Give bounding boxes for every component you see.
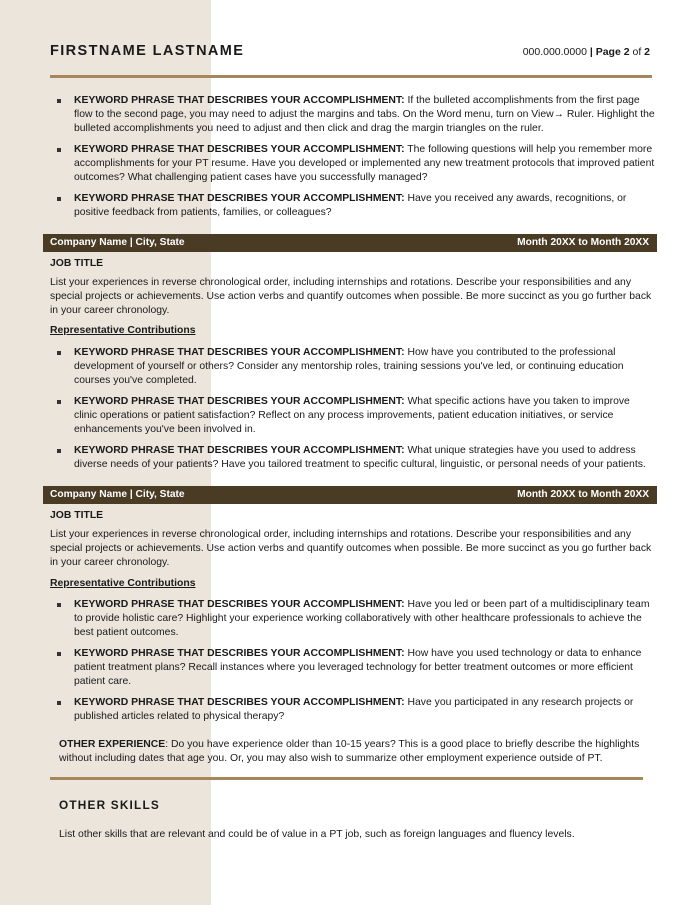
bullet-icon	[57, 449, 61, 453]
list-item	[50, 444, 655, 472]
keyword-phrase: KEYWORD PHRASE THAT DESCRIBES YOUR ACCOMPLISHMENT:	[74, 648, 405, 659]
other-experience	[59, 738, 655, 766]
bullet-icon	[57, 652, 61, 656]
page-current: 2	[623, 46, 630, 58]
contributions-heading: Representative Contributions	[50, 578, 196, 589]
bullet-text: How have you contributed to the professional development of yourself or others? Consider any mentorship roles, training sessions you've led, or continuing education courses you've completed.	[74, 347, 624, 386]
keyword-phrase: KEYWORD PHRASE THAT DESCRIBES YOUR ACCOMPLISHMENT:	[74, 396, 405, 407]
list-item	[50, 346, 655, 388]
bullet-text: What unique strategies have you used to address diverse needs of your patients? Have you tailored treatment to specific cultural, linguistic, or personal needs of your patients.	[74, 445, 646, 470]
company-bar	[43, 486, 657, 504]
job-description: List your experiences in reverse chronological order, including internships and rotations. Describe your responsibilities and any special projects or achievements. Use action verbs and quantify outcomes when possible. Be more succinct as you go further back in your career chronology.	[50, 277, 652, 316]
section-rule	[50, 777, 643, 780]
bullet-icon	[57, 197, 61, 201]
company-location: Company Name | City, State	[50, 237, 185, 248]
employment-dates: Month 20XX to Month 20XX	[517, 489, 649, 500]
list-item	[50, 696, 655, 724]
company-bar	[43, 234, 657, 252]
list-item	[50, 143, 655, 185]
list-item	[50, 647, 655, 689]
job-description: List your experiences in reverse chronological order, including internships and rotations. Describe your responsibilities and any special projects or achievements. Use action verbs and quantify outcomes when possible. Be more succinct as you go further back in your career chronology.	[50, 529, 652, 568]
list-item	[50, 395, 655, 437]
bullet-icon	[57, 99, 61, 103]
other-experience-text: : Do you have experience older than 10-15 years? This is a good place to briefly describe the highlights without including dates that age you. Or, you may also wish to summarize other employment experience outside of PT.	[59, 739, 640, 764]
bullet-text: The following questions will help you remember more accomplishments for your PT resume. Have you developed or implemented any new treatment protocols that improved patient outcomes? What challenging patient cases have you successfully managed?	[74, 144, 655, 183]
job-title: JOB TITLE	[50, 510, 104, 521]
bullet-text: Have you received any awards, recognitions, or positive feedback from patients, families, or colleagues?	[74, 193, 627, 218]
bullet-icon	[57, 603, 61, 607]
bullet-icon	[57, 148, 61, 152]
page-total: 2	[644, 46, 650, 58]
keyword-phrase: KEYWORD PHRASE THAT DESCRIBES YOUR ACCOMPLISHMENT:	[74, 95, 405, 106]
list-item	[50, 598, 655, 640]
continued-accomplishments	[50, 94, 655, 227]
bullet-icon	[57, 400, 61, 404]
bullet-text: What specific actions have you taken to improve clinic operations or patient satisfaction? Reflect on any process improvements, patient education initiatives, or service enhancements you've been involved in.	[74, 396, 630, 435]
list-item	[50, 94, 655, 136]
keyword-phrase: KEYWORD PHRASE THAT DESCRIBES YOUR ACCOMPLISHMENT:	[74, 193, 405, 204]
other-skills-text: List other skills that are relevant and could be of value in a PT job, such as foreign languages and fluency levels.	[59, 829, 575, 840]
header-contact	[523, 46, 650, 58]
candidate-name: FIRSTNAME LASTNAME	[50, 43, 245, 59]
job-accomplishments	[50, 346, 655, 479]
header-rule	[50, 75, 652, 78]
list-item	[50, 192, 655, 220]
company-location: Company Name | City, State	[50, 489, 185, 500]
page-prefix: | Page	[589, 46, 624, 58]
page-of: of	[629, 46, 645, 58]
bullet-icon	[57, 701, 61, 705]
bullet-text: Have you participated in any research projects or published articles related to physical therapy?	[74, 697, 634, 722]
employment-dates: Month 20XX to Month 20XX	[517, 237, 649, 248]
phone-number: 000.000.0000	[522, 46, 587, 58]
other-skills-heading: OTHER SKILLS	[59, 798, 160, 812]
bullet-text: How have you used technology or data to enhance patient treatment plans? Recall instances where you leveraged technology for better treatment outcomes or more efficient patient care.	[74, 648, 642, 687]
keyword-phrase: KEYWORD PHRASE THAT DESCRIBES YOUR ACCOMPLISHMENT:	[74, 697, 405, 708]
keyword-phrase: KEYWORD PHRASE THAT DESCRIBES YOUR ACCOMPLISHMENT:	[74, 445, 405, 456]
job-title: JOB TITLE	[50, 258, 104, 269]
contributions-heading: Representative Contributions	[50, 325, 196, 336]
bullet-icon	[57, 351, 61, 355]
bullet-text: Have you led or been part of a multidisciplinary team to provide holistic care? Highlight your experience working collaboratively with other healthcare professionals to achieve the best patient outcomes.	[74, 599, 650, 638]
keyword-phrase: KEYWORD PHRASE THAT DESCRIBES YOUR ACCOMPLISHMENT:	[74, 347, 405, 358]
job-accomplishments	[50, 598, 655, 731]
keyword-phrase: KEYWORD PHRASE THAT DESCRIBES YOUR ACCOMPLISHMENT:	[74, 144, 405, 155]
other-experience-label: OTHER EXPERIENCE	[59, 739, 166, 750]
keyword-phrase: KEYWORD PHRASE THAT DESCRIBES YOUR ACCOMPLISHMENT:	[74, 599, 405, 610]
bullet-text: If the bulleted accomplishments from the first page flow to the second page, you may need to adjust the margins and tabs. On the Word menu, turn on View→ Ruler. Highlight the bulleted accomplishments you need to adjust and then click and drag the margin triangles on the ruler.	[74, 95, 655, 134]
